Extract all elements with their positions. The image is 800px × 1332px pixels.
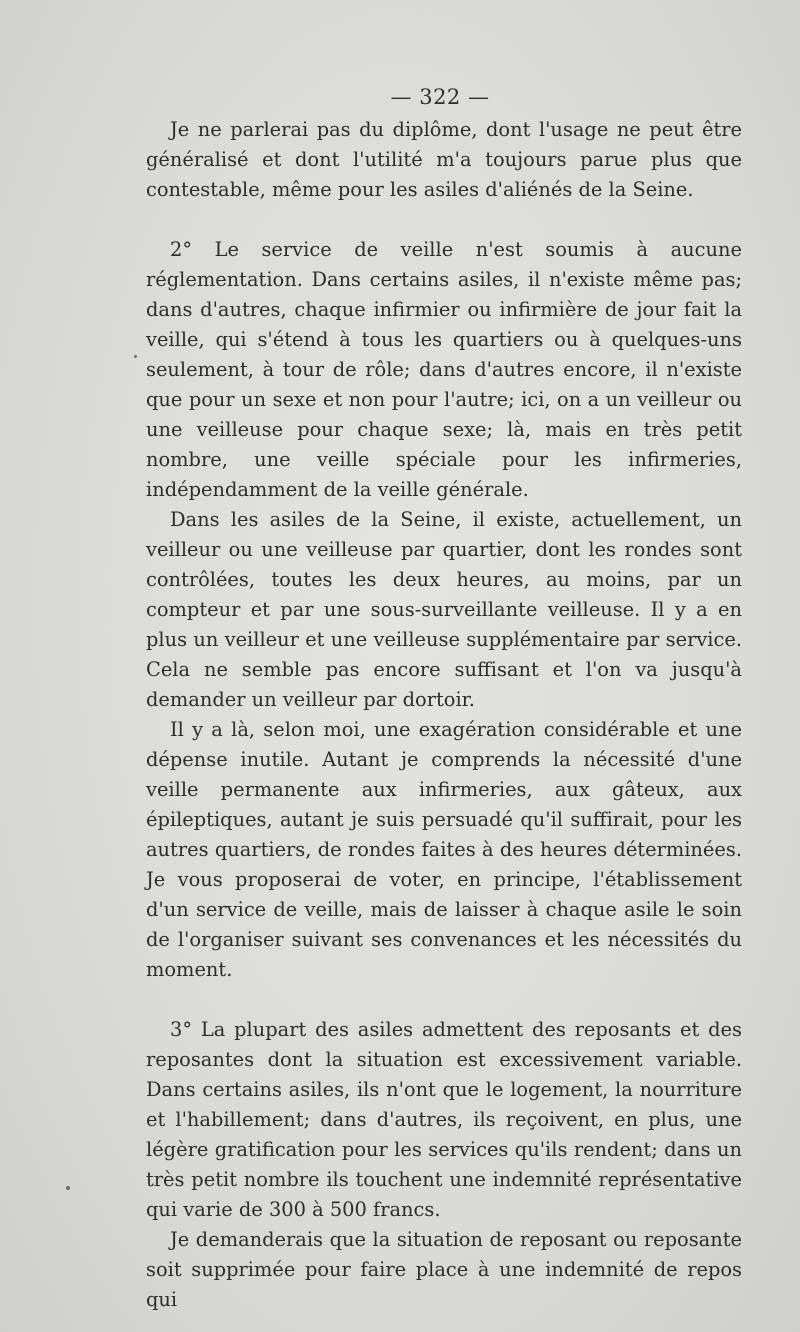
page-number: — 322 — <box>390 85 490 109</box>
paragraph-diplome: Je ne parlerai pas du diplôme, dont l'usage ne peut être généralisé et dont l'utilité m'a toujours parue plus que contestable, même pour les asiles d'aliénés de la Seine. <box>146 118 742 201</box>
paragraph-asiles-de-la-seine: Dans les asiles de la Seine, il existe, actuellement, un veilleur ou une veilleuse par quartier, dont les rondes sont contrôlées, toutes les deux heures, au moins, par un compteur et par une sous-surveillante veilleuse. Il y a en plus un veilleur et une veilleuse supplémentaire par service. Cela ne semble pas encore suffisant et l'on va jusqu'à demander un veilleur par dortoir. <box>146 508 742 711</box>
paragraph-exageration: Il y a là, selon moi, une exagération considérable et une dépense inutile. Autant je comprends la nécessité d'une veille permanente aux infirmeries, aux gâteux, aux épileptiques, autant je suis persuadé qu'il suffirait, pour les autres quartiers, de rondes faites à des heures déterminées. Je vous proposerai de voter, en principe, l'établissement d'un service de veille, mais de laisser à chaque asile le soin de l'organiser suivant ses convenances et les nécessités du moment. <box>146 718 742 981</box>
paragraph-reposants: 3° La plupart des asiles admettent des reposants et des reposantes dont la situation est excessivement variable. Dans certains asiles, ils n'ont que le logement, la nourriture et l'habillement; dans d'autres, ils reçoivent, en plus, une légère gratification pour les services qu'ils rendent; dans un très petit nombre ils touchent une indemnité représentative qui varie de 300 à 500 francs. <box>146 1018 742 1221</box>
body-text <box>146 115 742 1315</box>
paragraph-indemnite-de-repos: Je demanderais que la situation de reposant ou reposante soit supprimée pour faire place à une indemnité de repos qui <box>146 1228 742 1311</box>
paragraph-service-de-veille: 2° Le service de veille n'est soumis à aucune réglementation. Dans certains asiles, il n'existe même pas; dans d'autres, chaque infirmier ou infirmière de jour fait la veille, qui s'étend à tous les quartiers ou à quelques-uns seulement, à tour de rôle; dans d'autres encore, il n'existe que pour un sexe et non pour l'autre; ici, on a un veilleur ou une veilleuse pour chaque sexe; là, mais en très petit nombre, une veille spéciale pour les infirmeries, indépendamment de la veille générale. <box>146 238 742 501</box>
paper-speck <box>134 355 137 358</box>
paper-speck <box>66 1186 70 1190</box>
